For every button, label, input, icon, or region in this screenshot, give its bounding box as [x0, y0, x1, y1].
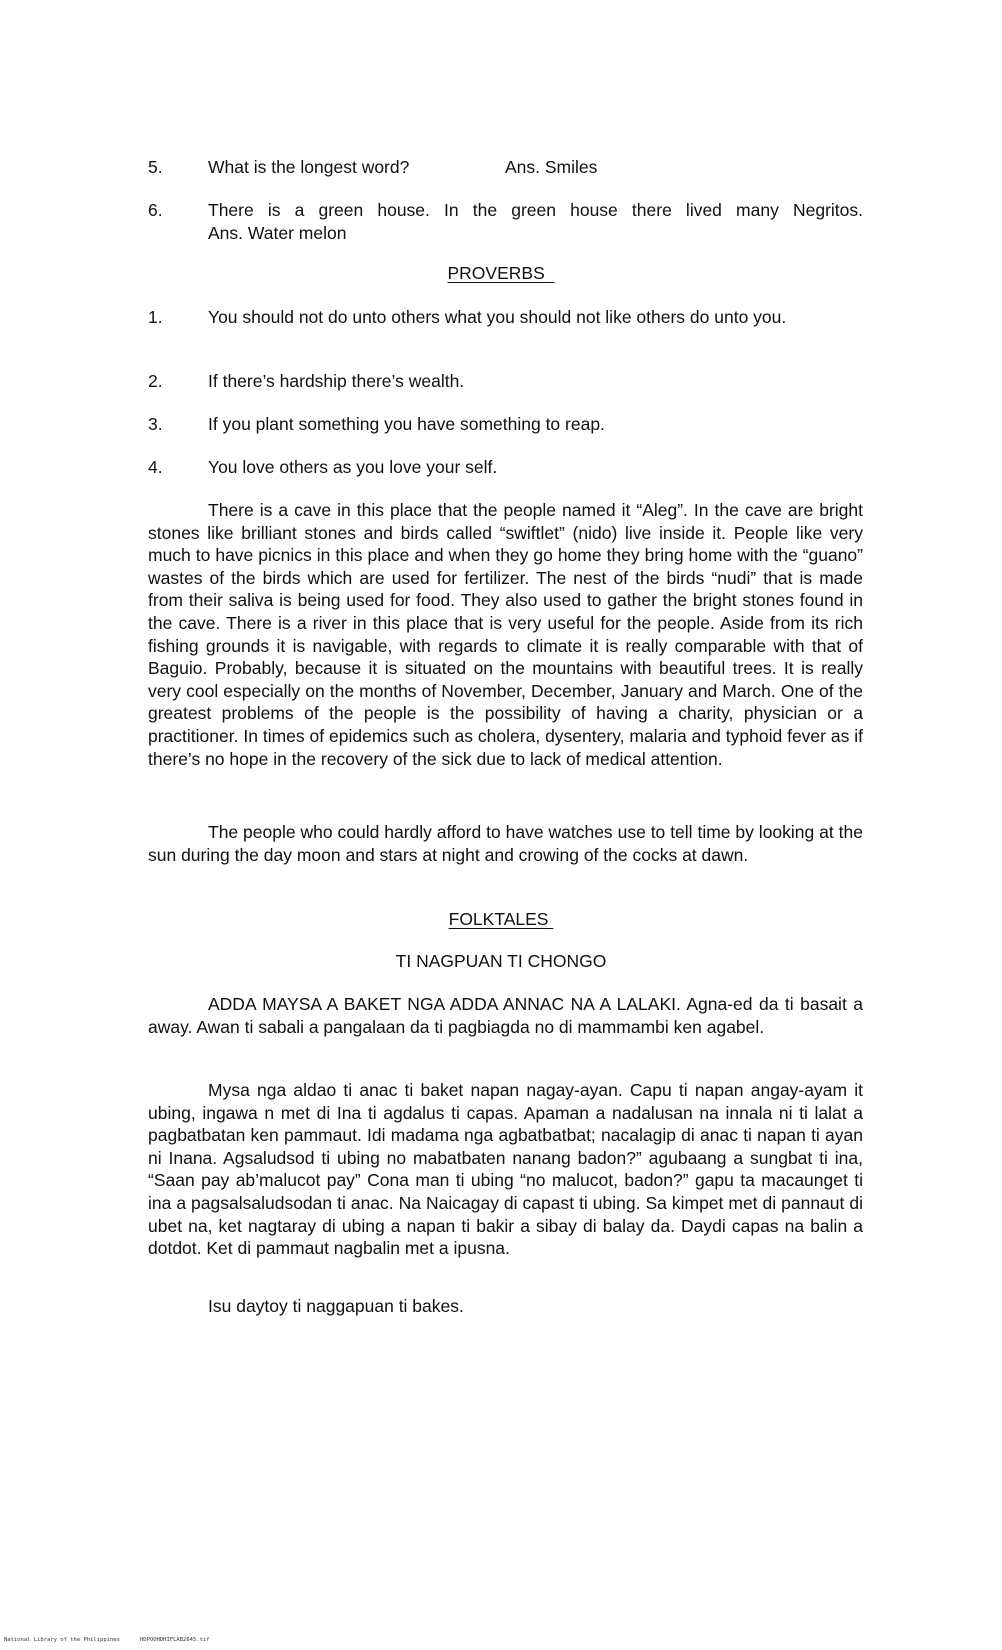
proverbs-heading-wrap: [0, 262, 1002, 285]
folktale-paragraph: Mysa nga aldao ti anac ti baket napan nagay-ayan. Capu ti napan angay-ayam it ubing, ingawa n met di Ina ti agdalus ti capas. Apaman a nadalusan na innala ni ti lalat a pagbatbatan ken pammaut. Idi madama nga agbatbatbat; nacalagip di anac ti napan ti ayan ni Inana. Agsaludsod ti ubing no mabatbaten nanang badon?” agubaang a sungbat ti ina, “Saan pay ab’malucot pay” Cona man ti ubing “no malucot, badon?” gapu ta macaunget ti ina a pagsalsaludsodan ti anac. Na Naicagay di capast ti ubing. Sa kimpet met di pannaut di ubet na, ket nagtaray di ubing a napan ti bakir a sibay di balay da. Daydi capas na balin a dotdot. Ket di pammaut nagbalin met a ipusna.: [148, 1080, 863, 1259]
proverb-text: You love others as you love your self.: [208, 457, 498, 477]
proverb-number: 2.: [148, 371, 163, 391]
proverb-number: 1.: [148, 307, 163, 327]
folktales-heading: FOLKTALES: [448, 909, 549, 929]
folktale-closing: Isu daytoy ti naggapuan ti bakes.: [208, 1296, 464, 1316]
proverb-text: If you plant something you have something to reap.: [208, 414, 605, 434]
riddle-number: 6.: [148, 200, 163, 220]
folktale-paragraph: ADDA MAYSA A BAKET NGA ADDA ANNAC NA A LALAKI. Agna-ed da ti basait a away. Awan ti sabali a pangalaan da ti pagbiagda no di mammambi ken agabel.: [148, 994, 863, 1037]
body-paragraph: There is a cave in this place that the people named it “Aleg”. In the cave are bright stones like brilliant stones and birds called “swiftlet” (nido) live inside it. People like very much to have picnics in this place and when they go home they bring home with the “guano” wastes of the birds which are used for fertilizer. The nest of the birds “nudi” that is made from their saliva is being used for food. They also used to gather the bright stones found in the cave. There is a river in this place that is very useful for the people. Aside from its rich fishing grounds it is navigable, with regards to climate it is really comparable with that of Baguio. Probably, because it is situated on the mountains with beautiful trees. It is really very cool especially on the months of November, December, January and March. One of the greatest problems of the people is the possibility of having a charity, physician or a practitioner. In times of epidemics such as cholera, dysentery, malaria and typhoid fever as if there’s no hope in the recovery of the sick due to lack of medical attention.: [148, 500, 863, 769]
folktales-heading-wrap: [0, 908, 1002, 931]
footer-code: HDPOOHDHIFLAB2645.tif: [140, 1637, 210, 1643]
riddle-answer: Ans. Smiles: [505, 157, 598, 177]
proverb-text: You should not do unto others what you should not like others do unto you.: [208, 307, 787, 327]
folktale-title: TI NAGPUAN TI CHONGO: [395, 951, 607, 971]
proverb-text: If there’s hardship there’s wealth.: [208, 371, 465, 391]
riddle-number: 5.: [148, 157, 163, 177]
proverb-number: 4.: [148, 457, 163, 477]
body-paragraph: The people who could hardly afford to have watches use to tell time by looking at the sun during the day moon and stars at night and crowing of the cocks at dawn.: [148, 822, 863, 865]
proverbs-heading: PROVERBS: [447, 263, 545, 283]
riddle-question: What is the longest word?: [208, 157, 410, 177]
proverb-number: 3.: [148, 414, 163, 434]
footer-library: National Library of the Philippines: [4, 1637, 120, 1643]
riddle-question-text: There is a green house. In the green house there lived many Negritos.: [208, 200, 863, 220]
riddle-answer: Ans. Water melon: [208, 222, 347, 243]
riddle-question: [208, 199, 863, 244]
